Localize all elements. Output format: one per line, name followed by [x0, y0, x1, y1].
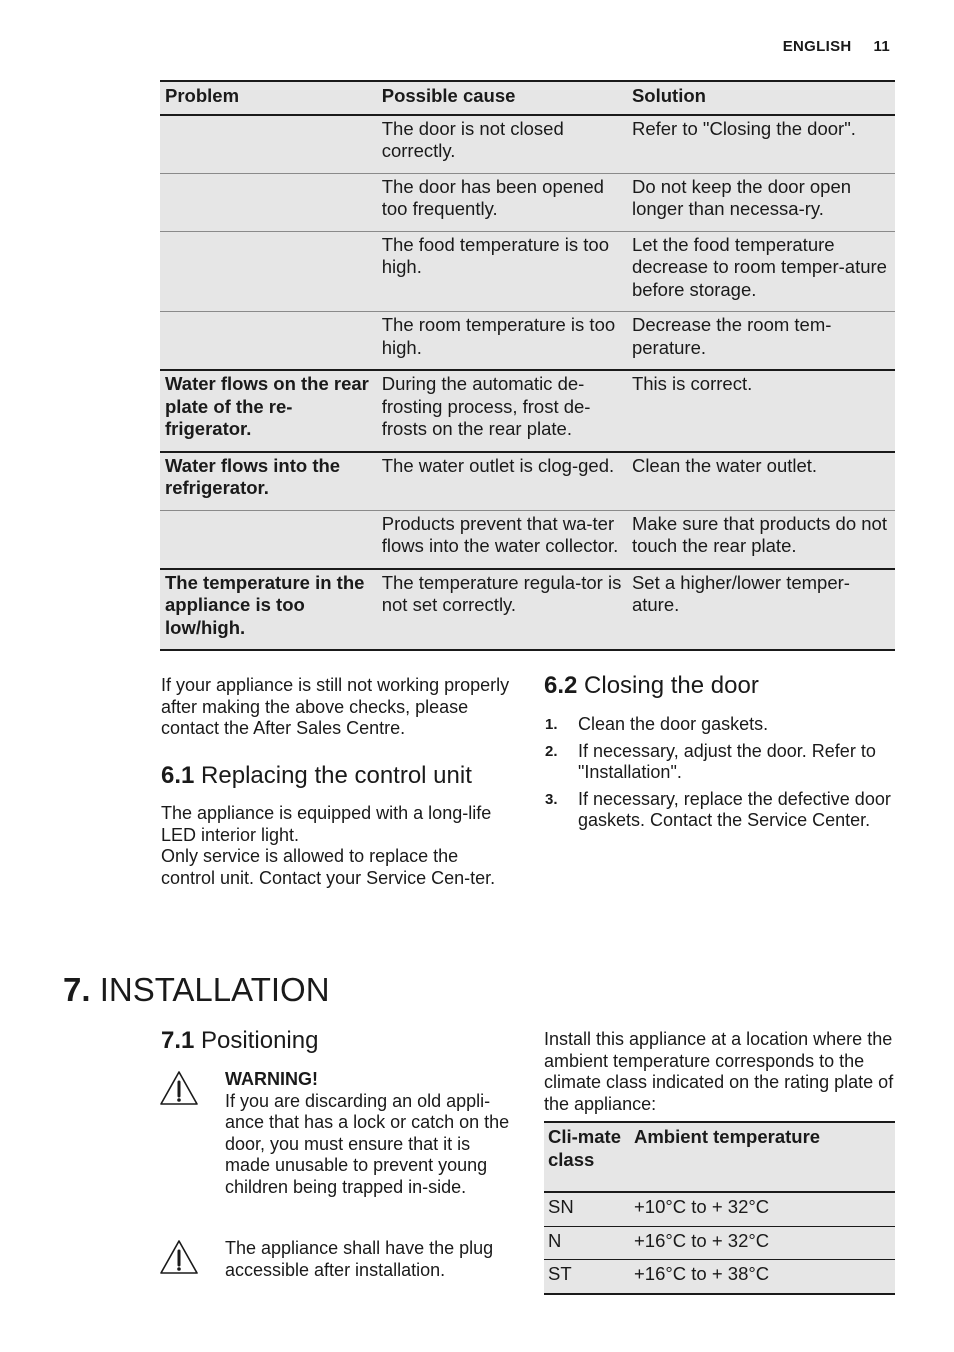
section-7-1-title: Positioning	[201, 1027, 319, 1054]
table-row	[160, 312, 895, 371]
header-solution: Solution	[627, 81, 895, 115]
problem-cell: Water flows on the rear plate of the re-frigerator.	[160, 370, 377, 452]
section-6-2-number: 6.2	[544, 672, 578, 699]
climate-class-table	[544, 1121, 895, 1295]
problem-cell	[160, 115, 377, 174]
solution-cell: Decrease the room tem-perature.	[627, 312, 895, 371]
chapter-7-number: 7.	[63, 971, 91, 1008]
cause-cell: The door is not closed correctly.	[377, 115, 627, 174]
table-row	[160, 370, 895, 452]
climate-class-cell: N	[544, 1226, 630, 1260]
warning-title: WARNING!	[225, 1069, 318, 1089]
section-6-1-heading	[161, 762, 472, 790]
section-6-1-body	[161, 803, 501, 889]
climate-intro-text: Install this appliance at a location where the ambient temperature corresponds to the climate class indicated on the rating plate of the appliance:	[544, 1029, 894, 1114]
list-item	[545, 714, 895, 736]
page-header	[783, 38, 890, 55]
section-6-1-number: 6.1	[161, 762, 195, 789]
section-6-2-title: Closing the door	[584, 672, 759, 699]
cause-cell: During the automatic de-frosting process, frost de-frosts on the rear plate.	[377, 370, 627, 452]
table-header-row	[160, 81, 895, 115]
table-row	[160, 231, 895, 312]
header-possible-cause: Possible cause	[377, 81, 627, 115]
section-6-1-para2: Only service is allowed to replace the control unit. Contact your Service Cen-ter.	[161, 846, 496, 888]
solution-cell: Set a higher/lower temper-ature.	[627, 569, 895, 651]
after-checks-text: If your appliance is still not working properly after making the above checks, please contact the After Sales Centre.	[161, 675, 510, 738]
problem-cell: Water flows into the refrigerator.	[160, 452, 377, 511]
table-row	[160, 569, 895, 651]
header-problem: Problem	[160, 81, 377, 115]
header-language: ENGLISH	[782, 38, 852, 55]
section-7-1-number: 7.1	[161, 1027, 195, 1054]
table-row	[160, 510, 895, 569]
solution-cell: Do not keep the door open longer than necessa-ry.	[627, 173, 895, 231]
section-6-1-para1: The appliance is equipped with a long-life LED interior light.	[161, 803, 492, 845]
header-ambient-temperature: Ambient temperature	[630, 1122, 895, 1192]
cause-cell: The water outlet is clog-ged.	[377, 452, 627, 511]
step-text: Clean the door gaskets.	[578, 714, 769, 734]
section-7-1-heading	[161, 1027, 318, 1055]
caution-icon	[159, 1239, 199, 1275]
cause-cell: The door has been opened too frequently.	[377, 173, 627, 231]
note-text: The appliance shall have the plug accessible after installation.	[225, 1238, 494, 1280]
problem-cell	[160, 312, 377, 371]
list-item	[545, 741, 895, 784]
step-text: If necessary, adjust the door. Refer to "Installation".	[578, 740, 876, 782]
step-number: 2.	[545, 742, 558, 760]
problem-cell: The temperature in the appliance is too low/high.	[160, 569, 377, 651]
cause-cell: The food temperature is too high.	[377, 231, 627, 312]
page-number: 11	[873, 38, 890, 55]
solution-cell: Make sure that products do not touch the rear plate.	[627, 510, 895, 569]
table-row	[160, 452, 895, 511]
cause-cell: The room temperature is too high.	[377, 312, 627, 371]
table-row	[160, 173, 895, 231]
problem-cell	[160, 510, 377, 569]
chapter-7-heading	[63, 968, 330, 1012]
table-row	[160, 115, 895, 174]
table-row	[544, 1226, 895, 1260]
section-6-2-heading	[544, 672, 759, 700]
solution-cell: Clean the water outlet.	[627, 452, 895, 511]
chapter-7-title: INSTALLATION	[99, 971, 330, 1008]
solution-cell: Refer to "Closing the door".	[627, 115, 895, 174]
warning-block	[225, 1069, 515, 1198]
solution-cell: This is correct.	[627, 370, 895, 452]
solution-cell: Let the food temperature decrease to room temper-ature before storage.	[627, 231, 895, 312]
header-climate-class: Cli-mate class	[544, 1122, 630, 1192]
ambient-temp-cell: +16°C to + 38°C	[630, 1260, 895, 1294]
table-header-row	[544, 1122, 895, 1192]
step-number: 3.	[545, 790, 558, 808]
warning-icon	[159, 1070, 199, 1106]
problem-cell	[160, 173, 377, 231]
step-number: 1.	[545, 716, 558, 733]
cause-cell: The temperature regula-tor is not set correctly.	[377, 569, 627, 651]
section-6-1-title: Replacing the control unit	[201, 762, 472, 789]
troubleshooting-table	[160, 80, 895, 651]
problem-cell	[160, 231, 377, 312]
cause-cell: Products prevent that wa-ter flows into the water collector.	[377, 510, 627, 569]
closing-door-steps	[545, 714, 895, 837]
table-row	[544, 1192, 895, 1226]
ambient-temp-cell: +10°C to + 32°C	[630, 1192, 895, 1226]
ambient-temp-cell: +16°C to + 32°C	[630, 1226, 895, 1260]
table-row	[544, 1260, 895, 1294]
warning-text: If you are discarding an old appli-ance that has a lock or catch on the door, you must ensure that it is made unusable to prevent young children being trapped in-side.	[225, 1090, 510, 1197]
step-text: If necessary, replace the defective door gaskets. Contact the Service Center.	[578, 788, 891, 830]
list-item	[545, 789, 895, 832]
climate-class-cell: SN	[544, 1192, 630, 1226]
climate-class-cell: ST	[544, 1260, 630, 1294]
